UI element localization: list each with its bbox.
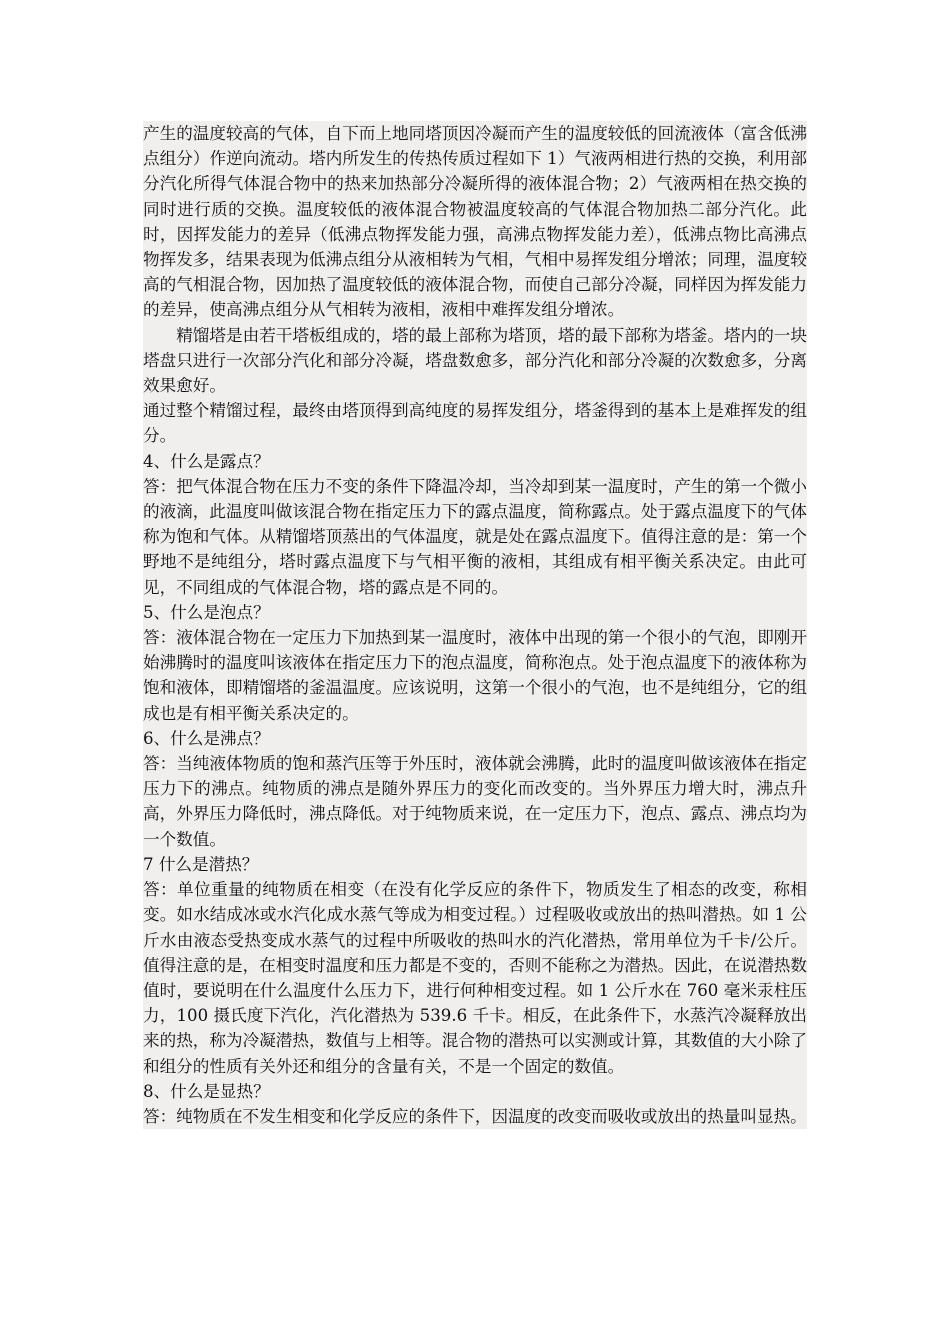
paragraph-distillation-result: 通过整个精馏过程，最终由塔顶得到高纯度的易挥发组分，塔釜得到的基本上是难挥发的组分。 bbox=[143, 398, 807, 448]
question-boiling-point: 6、什么是沸点？ bbox=[143, 726, 807, 751]
answer-sensible-heat: 答：纯物质在不发生相变和化学反应的条件下，因温度的改变而吸收或放出的热量叫显热。 bbox=[143, 1104, 807, 1129]
question-latent-heat: 7 什么是潜热？ bbox=[143, 852, 807, 877]
answer-latent-heat: 答：单位重量的纯物质在相变（在没有化学反应的条件下，物质发生了相态的改变，称相变。如水结成冰或水汽化成水蒸气等成为相变过程。）过程吸收或放出的热叫潜热。如 1 公斤水由液态受热变成水蒸气的过程中所吸收的热叫水的汽化潜热，常用单位为千卡/公斤。值得注意的是，在相变时温度和压力都是不变的，否则不能称之为潜热。因此，在说潜热数值时，要说明在什么温度什么压力下，进行何种相变过程。如 1 公斤水在 760 毫米汞柱压力，100 摄氏度下汽化，汽化潜热为 539.6 千卡。相反，在此条件下，水蒸汽冷凝释放出来的热，称为冷凝潜热，数值与上相等。混合物的潜热可以实测或计算，其数值的大小除了和组分的性质有关外还和组分的含量有关，不是一个固定的数值。 bbox=[143, 877, 807, 1079]
document-body bbox=[143, 121, 807, 1129]
paragraph-distillation-process: 产生的温度较高的气体，自下而上地同塔顶因冷凝而产生的温度较低的回流液体（富含低沸点组分）作逆向流动。塔内所发生的传热传质过程如下 1）气液两相进行热的交换，利用部分汽化所得气体混合物中的热来加热部分冷凝所得的液体混合物；2）气液两相在热交换的同时进行质的交换。温度较低的液体混合物被温度较高的气体混合物加热二部分汽化。此时，因挥发能力的差异（低沸点物挥发能力强，高沸点物挥发能力差），低沸点物比高沸点物挥发多，结果表现为低沸点组分从液相转为气相，气相中易挥发组分增浓；同理，温度较高的气相混合物，因加热了温度较低的液体混合物，而使自己部分冷凝，同样因为挥发能力的差异，使高沸点组分从气相转为液相，液相中难挥发组分增浓。 bbox=[143, 121, 807, 323]
question-dew-point: 4、什么是露点？ bbox=[143, 449, 807, 474]
question-sensible-heat: 8、什么是显热？ bbox=[143, 1079, 807, 1104]
question-bubble-point: 5、什么是泡点？ bbox=[143, 600, 807, 625]
answer-dew-point: 答：把气体混合物在压力不变的条件下降温冷却，当冷却到某一温度时，产生的第一个微小的液滴，此温度叫做该混合物在指定压力下的露点温度，简称露点。处于露点温度下的气体称为饱和气体。从精馏塔顶蒸出的气体温度，就是处在露点温度下。值得注意的是：第一个野地不是纯组分，塔时露点温度下与气相平衡的液相，其组成有相平衡关系决定。由此可见，不同组成的气体混合物，塔的露点是不同的。 bbox=[143, 474, 807, 600]
paragraph-distillation-tower: 精馏塔是由若干塔板组成的，塔的最上部称为塔顶，塔的最下部称为塔釜。塔内的一块塔盘只进行一次部分汽化和部分冷凝，塔盘数愈多，部分汽化和部分冷凝的次数愈多，分离效果愈好。 bbox=[143, 323, 807, 399]
answer-bubble-point: 答：液体混合物在一定压力下加热到某一温度时，液体中出现的第一个很小的气泡，即刚开始沸腾时的温度叫该液体在指定压力下的泡点温度，简称泡点。处于泡点温度下的液体称为饱和液体，即精馏塔的釜温温度。应该说明，这第一个很小的气泡，也不是纯组分，它的组成也是有相平衡关系决定的。 bbox=[143, 625, 807, 726]
answer-boiling-point: 答：当纯液体物质的饱和蒸汽压等于外压时，液体就会沸腾，此时的温度叫做该液体在指定压力下的沸点。纯物质的沸点是随外界压力的变化而改变的。当外界压力增大时，沸点升高，外界压力降低时，沸点降低。对于纯物质来说，在一定压力下，泡点、露点、沸点均为一个数值。 bbox=[143, 751, 807, 852]
